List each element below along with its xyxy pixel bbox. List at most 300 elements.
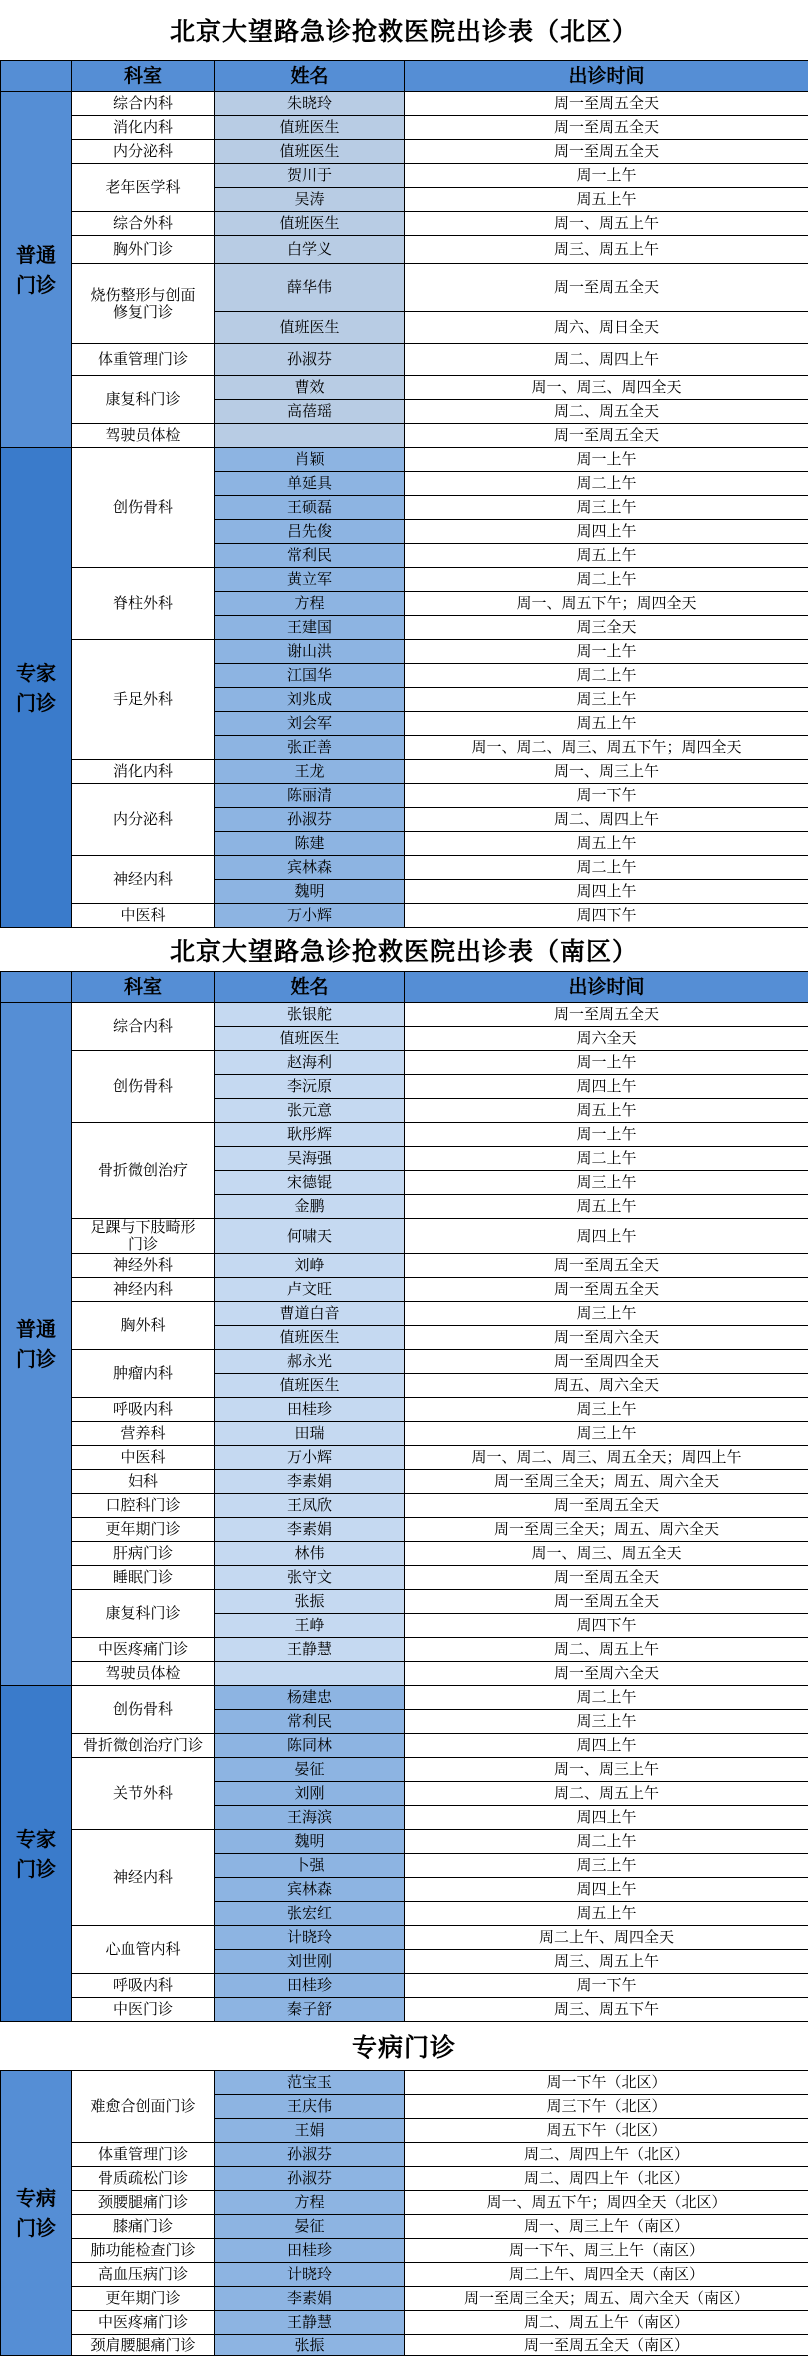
dept-cell: 中医疼痛门诊: [72, 2311, 215, 2335]
table-row: [1, 1542, 808, 1566]
doctor-name-cell: 陈丽清: [215, 784, 405, 808]
dept-cell: 神经内科: [72, 1278, 215, 1302]
schedule-time-cell: 周一、周三上午（南区）: [405, 2215, 808, 2239]
doctor-name-cell: 薛华伟: [215, 264, 405, 312]
table-row: [1, 2215, 808, 2239]
schedule-time-cell: 周一至周五全天: [405, 1494, 808, 1518]
dept-cell: 神经外科: [72, 1254, 215, 1278]
table-row: [1, 2263, 808, 2287]
schedule-time-cell: 周三下午（北区）: [405, 2095, 808, 2119]
schedule-time-cell: 周二、周五上午: [405, 1638, 808, 1662]
doctor-name-cell: 卢文旺: [215, 1278, 405, 1302]
schedule-time-cell: 周一、周二、周三、周五全天；周四上午: [405, 1446, 808, 1470]
schedule-time-cell: 周一下午、周三上午（南区）: [405, 2239, 808, 2263]
doctor-name-cell: 张宏红: [215, 1902, 405, 1926]
schedule-time-cell: 周二上午: [405, 856, 808, 880]
schedule-time-cell: 周一至周五全天: [405, 92, 808, 116]
table-row: [1, 568, 808, 592]
doctor-name-cell: 肖颖: [215, 448, 405, 472]
schedule-time-cell: 周四上午: [405, 1806, 808, 1830]
doctor-name-cell: 黄立军: [215, 568, 405, 592]
table-row: [1, 448, 808, 472]
table-row: [1, 1278, 808, 1302]
schedule-time-cell: 周五上午: [405, 712, 808, 736]
doctor-name-cell: 王建国: [215, 616, 405, 640]
schedule-time-cell: 周一、周二、周三、周五下午；周四全天: [405, 736, 808, 760]
section-label: [1, 2071, 72, 2356]
table-row: [1, 1566, 808, 1590]
doctor-name-cell: 计晓玲: [215, 1926, 405, 1950]
doctor-name-cell: 值班医生: [215, 1326, 405, 1350]
schedule-time-cell: 周三、周五下午: [405, 1998, 808, 2022]
dept-cell: 胸外科: [72, 1302, 215, 1350]
schedule-table: [0, 971, 808, 2022]
table-row: [1, 1398, 808, 1422]
header-blank: [1, 972, 72, 1003]
doctor-name-cell: 宾林森: [215, 1878, 405, 1902]
doctor-name-cell: 贺川于: [215, 164, 405, 188]
schedule-time-cell: 周一至周三全天；周五、周六全天: [405, 1518, 808, 1542]
doctor-name-cell: 田瑞: [215, 1422, 405, 1446]
table-row: [1, 2287, 808, 2311]
doctor-name-cell: [215, 424, 405, 448]
doctor-name-cell: 赵海利: [215, 1051, 405, 1075]
dept-cell: 肿瘤内科: [72, 1350, 215, 1398]
schedule-time-cell: 周五上午: [405, 1902, 808, 1926]
schedule-time-cell: 周一至周五全天: [405, 1278, 808, 1302]
doctor-name-cell: 刘世刚: [215, 1950, 405, 1974]
doctor-name-cell: 张银舵: [215, 1003, 405, 1027]
doctor-name-cell: 曹道白音: [215, 1302, 405, 1326]
schedule-time-cell: 周二、周四上午（北区）: [405, 2143, 808, 2167]
dept-cell: 高血压病门诊: [72, 2263, 215, 2287]
doctor-name-cell: 单延具: [215, 472, 405, 496]
schedule-time-cell: 周三、周五上午: [405, 1950, 808, 1974]
doctor-name-cell: 杨建忠: [215, 1686, 405, 1710]
table-row: [1, 1518, 808, 1542]
dept-cell: 消化内科: [72, 116, 215, 140]
dept-cell: 老年医学科: [72, 164, 215, 212]
section-label: [1, 1686, 72, 2022]
dept-cell: 中医门诊: [72, 1998, 215, 2022]
doctor-name-cell: 王海滨: [215, 1806, 405, 1830]
schedule-time-cell: 周一、周三、周五全天: [405, 1542, 808, 1566]
doctor-name-cell: 刘兆成: [215, 688, 405, 712]
doctor-name-cell: 张振: [215, 1590, 405, 1614]
doctor-name-cell: 高蓓瑶: [215, 400, 405, 424]
dept-cell: 内分泌科: [72, 140, 215, 164]
section-label-text: 普通门诊: [9, 240, 63, 300]
schedule-time-cell: 周二上午: [405, 1830, 808, 1854]
schedule-time-cell: 周五上午: [405, 544, 808, 568]
table-row: [1, 1494, 808, 1518]
doctor-name-cell: 常利民: [215, 1710, 405, 1734]
doctor-name-cell: 田桂珍: [215, 2239, 405, 2263]
dept-cell: 更年期门诊: [72, 2287, 215, 2311]
table-row: [1, 640, 808, 664]
table-row: [1, 1662, 808, 1686]
doctor-name-cell: 李素娟: [215, 1470, 405, 1494]
schedule-time-cell: 周二上午: [405, 472, 808, 496]
doctor-name-cell: 孙淑芬: [215, 2167, 405, 2191]
dept-cell: 综合外科: [72, 212, 215, 236]
schedule-time-cell: 周三上午: [405, 1854, 808, 1878]
dept-cell: 呼吸内科: [72, 1398, 215, 1422]
table-row: [1, 1926, 808, 1950]
schedule-time-cell: 周一下午: [405, 784, 808, 808]
doctor-name-cell: 值班医生: [215, 140, 405, 164]
table-row: [1, 1590, 808, 1614]
doctor-name-cell: 吴海强: [215, 1147, 405, 1171]
doctor-name-cell: 王娟: [215, 2119, 405, 2143]
schedule-time-cell: 周三上午: [405, 1398, 808, 1422]
doctor-name-cell: 王静慧: [215, 2311, 405, 2335]
table-row: [1, 1051, 808, 1075]
schedule-time-cell: 周三上午: [405, 1710, 808, 1734]
dept-cell: 更年期门诊: [72, 1518, 215, 1542]
doctor-name-cell: 值班医生: [215, 1027, 405, 1051]
doctor-name-cell: 孙淑芬: [215, 344, 405, 376]
section-label: [1, 1003, 72, 1686]
schedule-time-cell: 周一至周五全天: [405, 1254, 808, 1278]
table-row: [1, 1350, 808, 1374]
schedule-time-cell: 周二、周五全天: [405, 400, 808, 424]
doctor-name-cell: 张元意: [215, 1099, 405, 1123]
section-label-text: 专家门诊: [9, 658, 63, 718]
doctor-name-cell: 值班医生: [215, 1374, 405, 1398]
section-label: [1, 92, 72, 448]
table-row: [1, 2335, 808, 2356]
doctor-name-cell: 常利民: [215, 544, 405, 568]
schedule-time-cell: 周二上午、周四全天: [405, 1926, 808, 1950]
schedule-time-cell: 周二上午、周四全天（南区）: [405, 2263, 808, 2287]
schedule-time-cell: 周一上午: [405, 448, 808, 472]
doctor-name-cell: 吴涛: [215, 188, 405, 212]
schedule-time-cell: 周四上午: [405, 1734, 808, 1758]
doctor-name-cell: 晏征: [215, 2215, 405, 2239]
table-row: [1, 1003, 808, 1027]
header-row: [1, 972, 808, 1003]
schedule-time-cell: 周一至周五全天（南区）: [405, 2335, 808, 2356]
table-row: [1, 1302, 808, 1326]
schedule-time-cell: 周一至周六全天: [405, 1662, 808, 1686]
dept-cell: 神经内科: [72, 1830, 215, 1926]
table-row: [1, 1638, 808, 1662]
table-row: [1, 1830, 808, 1854]
doctor-name-cell: 王龙: [215, 760, 405, 784]
schedule-time-cell: 周一、周三、周四全天: [405, 376, 808, 400]
doctor-name-cell: 方程: [215, 2191, 405, 2215]
schedule-time-cell: 周二、周四上午（北区）: [405, 2167, 808, 2191]
schedule-time-cell: 周二、周五上午（南区）: [405, 2311, 808, 2335]
table-row: [1, 212, 808, 236]
header-name: 姓名: [215, 972, 405, 1003]
table-row: [1, 2239, 808, 2263]
doctor-name-cell: 孙淑芬: [215, 808, 405, 832]
special-title: 专病门诊: [0, 2022, 808, 2070]
table-row: [1, 784, 808, 808]
dept-cell: 烧伤整形与创面修复门诊: [72, 264, 215, 344]
schedule-time-cell: 周二上午: [405, 1147, 808, 1171]
doctor-name-cell: 谢山洪: [215, 640, 405, 664]
table-row: [1, 2191, 808, 2215]
doctor-name-cell: 何啸天: [215, 1219, 405, 1254]
dept-cell: 内分泌科: [72, 784, 215, 856]
doctor-name-cell: 魏明: [215, 1830, 405, 1854]
schedule-time-cell: 周三上午: [405, 496, 808, 520]
table-row: [1, 1123, 808, 1147]
schedule-time-cell: 周二、周四上午: [405, 808, 808, 832]
schedule-time-cell: 周一上午: [405, 1051, 808, 1075]
header-name: 姓名: [215, 61, 405, 92]
doctor-name-cell: 秦子舒: [215, 1998, 405, 2022]
schedule-time-cell: 周一至周六全天: [405, 1326, 808, 1350]
table-row: [1, 2311, 808, 2335]
schedule-time-cell: 周三上午: [405, 1171, 808, 1195]
doctor-name-cell: 江国华: [215, 664, 405, 688]
header-dept: 科室: [72, 972, 215, 1003]
schedule-time-cell: 周五下午（北区）: [405, 2119, 808, 2143]
doctor-name-cell: 田桂珍: [215, 1974, 405, 1998]
dept-cell: 中医科: [72, 1446, 215, 1470]
schedule-time-cell: 周二上午: [405, 664, 808, 688]
dept-cell: 神经内科: [72, 856, 215, 904]
doctor-name-cell: 张守文: [215, 1566, 405, 1590]
section-label-text: 普通门诊: [9, 1314, 63, 1374]
table-row: [1, 760, 808, 784]
doctor-name-cell: 曹效: [215, 376, 405, 400]
dept-cell: 创伤骨科: [72, 1051, 215, 1123]
table-row: [1, 1974, 808, 1998]
doctor-name-cell: 李沅原: [215, 1075, 405, 1099]
doctor-name-cell: 范宝玉: [215, 2071, 405, 2095]
doctor-name-cell: 刘会军: [215, 712, 405, 736]
dept-cell: 肝病门诊: [72, 1542, 215, 1566]
dept-cell: 中医疼痛门诊: [72, 1638, 215, 1662]
doctor-name-cell: 宾林森: [215, 856, 405, 880]
dept-cell: 脊柱外科: [72, 568, 215, 640]
dept-cell: 颈肩腰腿痛门诊: [72, 2335, 215, 2356]
south-title: 北京大望路急诊抢救医院出诊表（南区）: [0, 928, 808, 971]
dept-cell: 睡眠门诊: [72, 1566, 215, 1590]
doctor-name-cell: 值班医生: [215, 116, 405, 140]
table-row: [1, 1470, 808, 1494]
dept-cell: 肺功能检查门诊: [72, 2239, 215, 2263]
table-row: [1, 1219, 808, 1254]
doctor-name-cell: 刘刚: [215, 1782, 405, 1806]
table-row: [1, 1686, 808, 1710]
schedule-time-cell: 周三、周五上午: [405, 236, 808, 264]
schedule-time-cell: 周一、周五下午；周四全天: [405, 592, 808, 616]
doctor-name-cell: 刘峥: [215, 1254, 405, 1278]
dept-cell: 体重管理门诊: [72, 344, 215, 376]
dept-cell: 骨折微创治疗: [72, 1123, 215, 1219]
table-row: [1, 1422, 808, 1446]
schedule-time-cell: 周四上午: [405, 880, 808, 904]
schedule-time-cell: 周四上午: [405, 520, 808, 544]
dept-cell: 关节外科: [72, 1758, 215, 1830]
schedule-time-cell: 周二上午: [405, 1686, 808, 1710]
doctor-name-cell: 王凤欣: [215, 1494, 405, 1518]
dept-cell: 口腔科门诊: [72, 1494, 215, 1518]
doctor-name-cell: 宋德锟: [215, 1171, 405, 1195]
doctor-name-cell: [215, 1662, 405, 1686]
table-row: [1, 140, 808, 164]
schedule-time-cell: 周五上午: [405, 1195, 808, 1219]
table-row: [1, 164, 808, 188]
table-row: [1, 904, 808, 928]
section-label: [1, 448, 72, 928]
table-row: [1, 424, 808, 448]
header-time: 出诊时间: [405, 61, 808, 92]
schedule-time-cell: 周四下午: [405, 1614, 808, 1638]
doctor-name-cell: 王静慧: [215, 1638, 405, 1662]
table-row: [1, 2143, 808, 2167]
dept-cell: 驾驶员体检: [72, 1662, 215, 1686]
schedule-time-cell: 周一上午: [405, 640, 808, 664]
schedule-table: [0, 2070, 808, 2356]
doctor-name-cell: 值班医生: [215, 212, 405, 236]
doctor-name-cell: 王峥: [215, 1614, 405, 1638]
header-row: [1, 61, 808, 92]
schedule-time-cell: 周二、周四上午: [405, 344, 808, 376]
schedule-time-cell: 周六全天: [405, 1027, 808, 1051]
doctor-name-cell: 晏征: [215, 1758, 405, 1782]
schedule-time-cell: 周一至周五全天: [405, 1003, 808, 1027]
schedule-time-cell: 周二、周五上午: [405, 1782, 808, 1806]
schedule-time-cell: 周一至周四全天: [405, 1350, 808, 1374]
doctor-name-cell: 李素娟: [215, 2287, 405, 2311]
schedule-time-cell: 周一至周三全天；周五、周六全天: [405, 1470, 808, 1494]
table-row: [1, 264, 808, 312]
dept-cell: 手足外科: [72, 640, 215, 760]
schedule-time-cell: 周二上午: [405, 568, 808, 592]
schedule-time-cell: 周一上午: [405, 1123, 808, 1147]
table-row: [1, 2071, 808, 2095]
doctor-name-cell: 郝永光: [215, 1350, 405, 1374]
table-row: [1, 236, 808, 264]
header-time: 出诊时间: [405, 972, 808, 1003]
dept-cell: 颈腰腿痛门诊: [72, 2191, 215, 2215]
table-row: [1, 856, 808, 880]
schedule-time-cell: 周四上午: [405, 1219, 808, 1254]
doctor-name-cell: 孙淑芬: [215, 2143, 405, 2167]
dept-cell: 足踝与下肢畸形门诊: [72, 1219, 215, 1254]
section-label-text: 专病门诊: [9, 2183, 63, 2243]
table-row: [1, 92, 808, 116]
dept-cell: 心血管内科: [72, 1926, 215, 1974]
doctor-name-cell: 魏明: [215, 880, 405, 904]
table-row: [1, 344, 808, 376]
schedule-time-cell: 周一上午: [405, 164, 808, 188]
schedule-time-cell: 周六、周日全天: [405, 312, 808, 344]
schedule-time-cell: 周四上午: [405, 1878, 808, 1902]
table-row: [1, 2167, 808, 2191]
dept-cell: 中医科: [72, 904, 215, 928]
dept-cell: 创伤骨科: [72, 1686, 215, 1734]
dept-cell: 骨折微创治疗门诊: [72, 1734, 215, 1758]
dept-cell: 消化内科: [72, 760, 215, 784]
schedule-time-cell: 周一下午: [405, 1974, 808, 1998]
dept-cell: 创伤骨科: [72, 448, 215, 568]
table-row: [1, 1254, 808, 1278]
schedule-time-cell: 周三上午: [405, 688, 808, 712]
schedule-time-cell: 周五、周六全天: [405, 1374, 808, 1398]
table-row: [1, 116, 808, 140]
schedule-time-cell: 周一、周三上午: [405, 760, 808, 784]
header-blank: [1, 61, 72, 92]
header-dept: 科室: [72, 61, 215, 92]
dept-cell: 骨质疏松门诊: [72, 2167, 215, 2191]
schedule-time-cell: 周一、周五下午；周四全天（北区）: [405, 2191, 808, 2215]
schedule-time-cell: 周三全天: [405, 616, 808, 640]
dept-cell: 康复科门诊: [72, 376, 215, 424]
doctor-name-cell: 吕先俊: [215, 520, 405, 544]
north-title: 北京大望路急诊抢救医院出诊表（北区）: [0, 0, 808, 60]
table-row: [1, 1734, 808, 1758]
schedule-table: [0, 60, 808, 928]
section-label-text: 专家门诊: [9, 1824, 63, 1884]
schedule-time-cell: 周一至周五全天: [405, 140, 808, 164]
doctor-name-cell: 方程: [215, 592, 405, 616]
schedule-time-cell: 周一至周五全天: [405, 424, 808, 448]
dept-cell: 综合内科: [72, 92, 215, 116]
doctor-name-cell: 值班医生: [215, 312, 405, 344]
table-row: [1, 1446, 808, 1470]
schedule-time-cell: 周四下午: [405, 904, 808, 928]
schedule-time-cell: 周三上午: [405, 1422, 808, 1446]
table-row: [1, 1758, 808, 1782]
dept-cell: 胸外门诊: [72, 236, 215, 264]
dept-cell: 营养科: [72, 1422, 215, 1446]
dept-cell: 难愈合创面门诊: [72, 2071, 215, 2143]
table-row: [1, 1998, 808, 2022]
dept-cell: 呼吸内科: [72, 1974, 215, 1998]
schedule-time-cell: 周一、周三上午: [405, 1758, 808, 1782]
schedule-time-cell: 周一至周五全天: [405, 116, 808, 140]
doctor-name-cell: 耿彤辉: [215, 1123, 405, 1147]
dept-cell: 体重管理门诊: [72, 2143, 215, 2167]
doctor-name-cell: 张正善: [215, 736, 405, 760]
schedule-time-cell: 周一至周五全天: [405, 264, 808, 312]
dept-cell: 康复科门诊: [72, 1590, 215, 1638]
schedule-time-cell: 周一至周五全天: [405, 1590, 808, 1614]
doctor-name-cell: 林伟: [215, 1542, 405, 1566]
doctor-name-cell: 白学义: [215, 236, 405, 264]
doctor-name-cell: 李素娟: [215, 1518, 405, 1542]
doctor-name-cell: 陈同林: [215, 1734, 405, 1758]
doctor-name-cell: 计晓玲: [215, 2263, 405, 2287]
schedule-time-cell: 周一、周五上午: [405, 212, 808, 236]
schedule-time-cell: 周一至周五全天: [405, 1566, 808, 1590]
doctor-name-cell: 万小辉: [215, 904, 405, 928]
doctor-name-cell: 金鹏: [215, 1195, 405, 1219]
schedule-time-cell: 周四上午: [405, 1075, 808, 1099]
schedule-time-cell: 周五上午: [405, 1099, 808, 1123]
doctor-name-cell: 卜强: [215, 1854, 405, 1878]
dept-cell: 妇科: [72, 1470, 215, 1494]
schedule-time-cell: 周五上午: [405, 832, 808, 856]
doctor-name-cell: 田桂珍: [215, 1398, 405, 1422]
doctor-name-cell: 朱晓玲: [215, 92, 405, 116]
doctor-name-cell: 陈建: [215, 832, 405, 856]
dept-cell: 膝痛门诊: [72, 2215, 215, 2239]
dept-cell: 综合内科: [72, 1003, 215, 1051]
doctor-name-cell: 万小辉: [215, 1446, 405, 1470]
schedule-time-cell: 周一下午（北区）: [405, 2071, 808, 2095]
doctor-name-cell: 王硕磊: [215, 496, 405, 520]
schedule-time-cell: 周三上午: [405, 1302, 808, 1326]
